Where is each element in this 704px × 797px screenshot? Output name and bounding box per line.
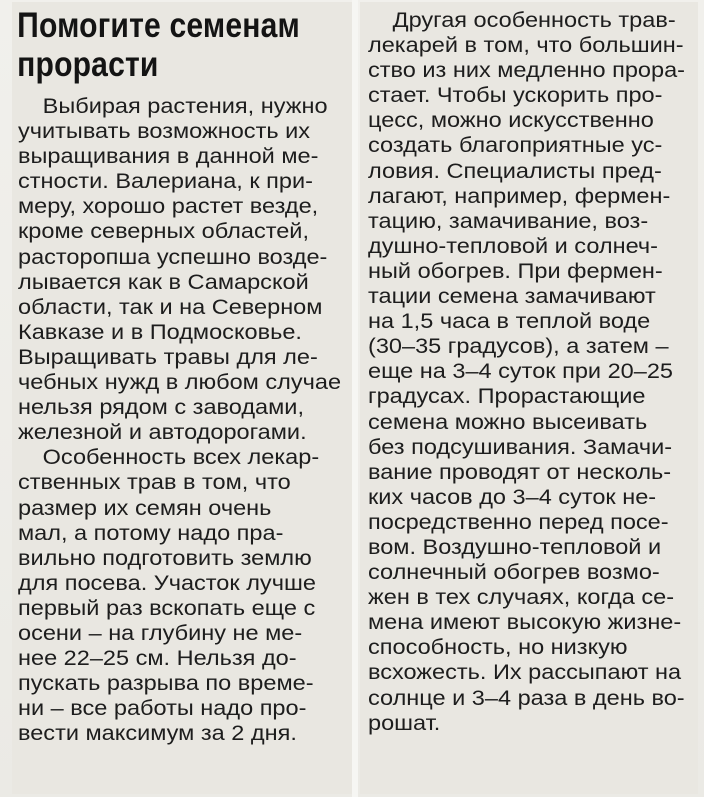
text-line: Выращивать травы для ле- <box>18 345 318 369</box>
text-line: Другая особенность трав- <box>392 9 676 32</box>
text-line: (30–35 градусов), а затем – <box>368 335 669 359</box>
text-line: для посева. Участок лучше <box>18 571 316 595</box>
text-line: ких часов до 3–4 суток не- <box>368 485 657 509</box>
text-line: жен в тех случаях, когда се- <box>368 586 675 610</box>
text-line: на 1,5 часа в теплой воде <box>368 310 651 334</box>
text-line: создать благоприятные ус- <box>368 134 663 158</box>
text-line: ловия. Специалисты пред- <box>368 159 662 183</box>
text-line: семена можно высеивать <box>368 410 648 434</box>
text-line: ственных трав в том, что <box>18 471 291 495</box>
text-line: мена имеют высокую жизне- <box>368 611 682 635</box>
text-line: пускать разрыва по време- <box>18 672 314 696</box>
text-line: лекарей в том, что большин- <box>368 34 684 58</box>
text-line: осени – на глубину не ме- <box>18 621 303 645</box>
left-column-text <box>18 94 348 746</box>
text-line: вильно подготовить землю <box>18 546 312 570</box>
text-line: ство из них медленно прора- <box>368 59 686 83</box>
text-line: нельзя рядом с заводами, <box>18 396 304 420</box>
text-line: вести максимум за 2 дня. <box>18 722 297 746</box>
text-line: Кавказе и в Подмосковье. <box>18 320 302 344</box>
text-line: выращивания в данной ме- <box>18 145 319 169</box>
text-line: солнце и 3–4 раза в день во- <box>368 686 685 710</box>
text-line: чебных нужд в любом случае <box>18 371 342 395</box>
text-line: еще на 3–4 суток при 20–25 <box>368 360 674 384</box>
text-line: кроме северных областей, <box>18 220 309 244</box>
text-line: тации семена замачивают <box>368 285 656 309</box>
column-divider <box>352 0 358 797</box>
text-line: способность, но низкую <box>368 636 628 660</box>
text-line: нее 22–25 см. Нельзя до- <box>18 647 297 671</box>
text-line: мал, а потому надо пра- <box>18 521 284 545</box>
text-line: вание проводят от несколь- <box>368 460 672 484</box>
text-line: размер их семян очень <box>18 496 272 520</box>
text-line: области, так и на Северном <box>18 295 323 319</box>
headline-line: прорасти <box>17 45 159 84</box>
text-line: душно-тепловой и солнеч- <box>368 234 658 258</box>
text-line: лагают, например, фермен- <box>368 184 671 208</box>
text-line: рошат. <box>368 711 441 735</box>
right-column-text <box>368 8 694 736</box>
text-line: лывается как в Самарской <box>18 270 309 294</box>
right-column <box>360 2 698 794</box>
text-line: стности. Валериана, к при- <box>18 170 313 194</box>
text-line: меру, хорошо растет везде, <box>18 195 319 219</box>
text-line: расторопша успешно возде- <box>18 245 328 269</box>
text-line: Особенность всех лекар- <box>42 446 320 470</box>
text-line: цесс, можно искусственно <box>368 109 654 133</box>
text-line: стает. Чтобы ускорить про- <box>368 84 663 108</box>
text-line: первый раз вскопать еще с <box>18 596 316 620</box>
text-line: без подсушивания. Замачи- <box>368 435 673 459</box>
text-line: ный обогрев. При фермен- <box>368 259 663 283</box>
text-line: железной и автодорогами. <box>18 421 307 445</box>
left-column <box>12 2 352 794</box>
text-line: солнечный обогрев возмо- <box>368 561 660 585</box>
headline-line: Помогите семенам <box>17 6 300 45</box>
article-headline <box>12 2 344 84</box>
text-line: посредственно перед посе- <box>368 510 669 534</box>
text-line: всхожесть. Их рассыпают на <box>368 661 682 685</box>
text-line: градусах. Прорастающие <box>368 385 646 409</box>
text-line: учитывать возможность их <box>18 120 311 144</box>
text-line: вом. Воздушно-тепловой и <box>368 535 662 559</box>
text-line: ни – все работы надо про- <box>18 697 307 721</box>
text-line: тацию, замачивание, воз- <box>368 209 649 233</box>
text-line: Выбирая растения, нужно <box>42 95 328 118</box>
